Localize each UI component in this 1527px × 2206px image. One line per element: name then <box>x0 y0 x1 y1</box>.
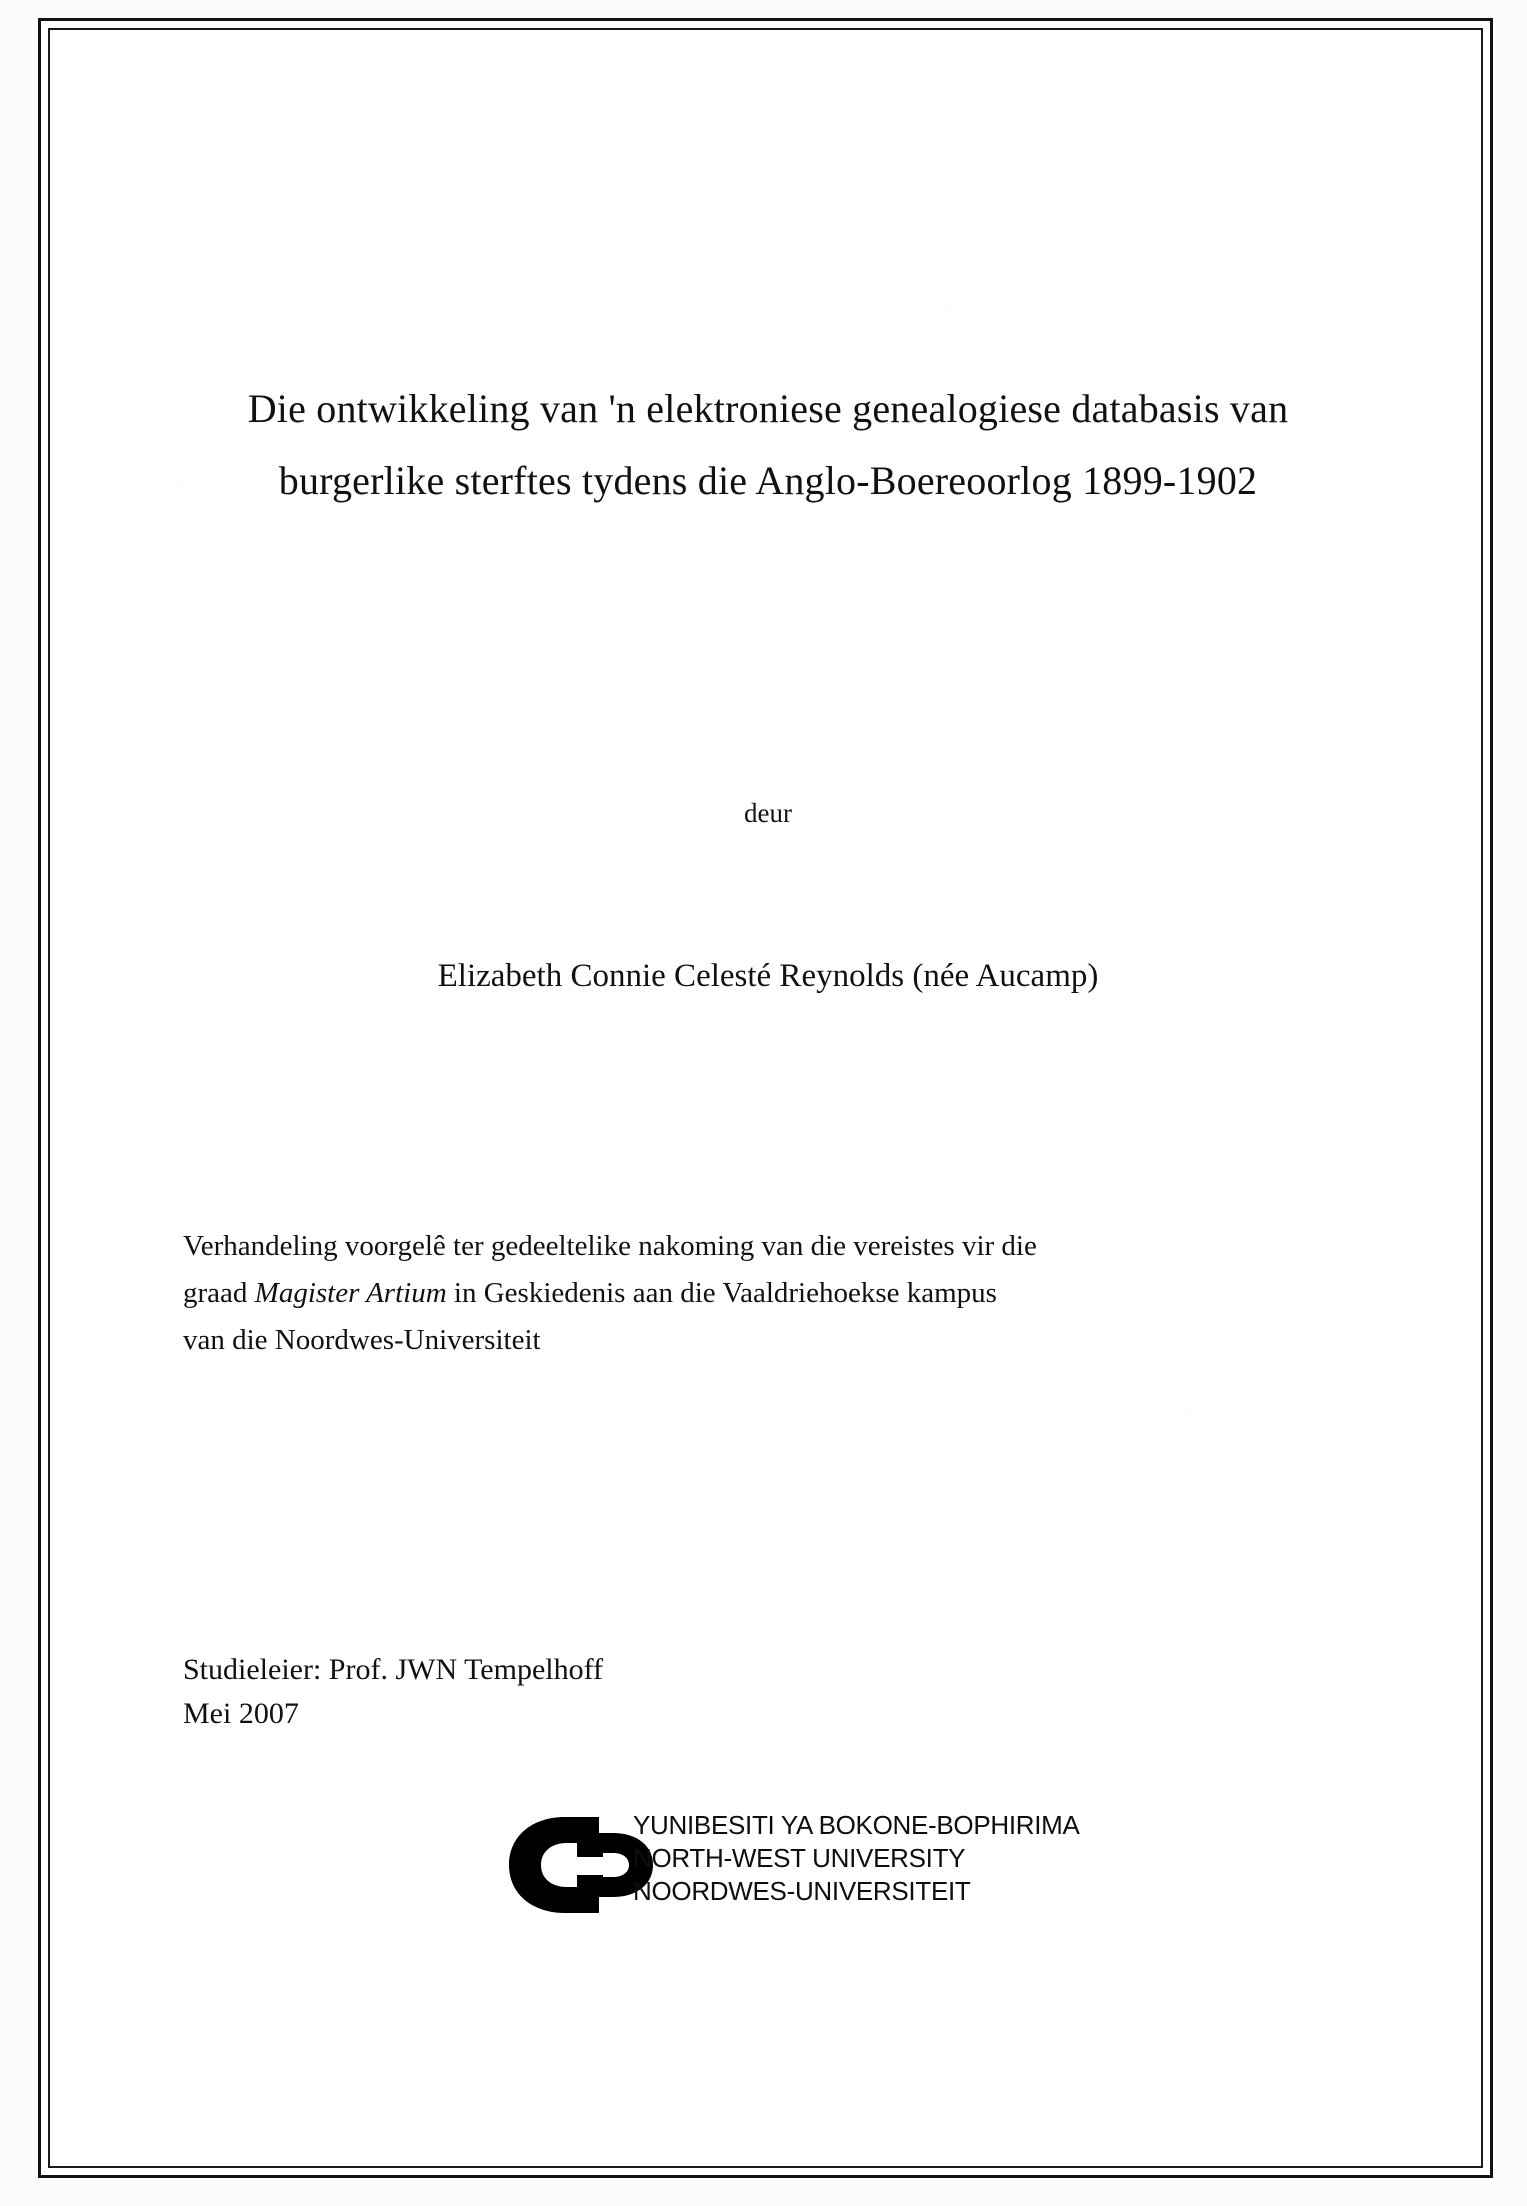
logo-text-line-2: NORTH-WEST UNIVERSITY <box>633 1843 966 1873</box>
logo-text-line-3: NOORDWES-UNIVERSITEIT <box>633 1876 971 1906</box>
title-line-1: Die ontwikkeling van 'n elektroniese genealogiese databasis van <box>247 386 1289 431</box>
page-title <box>188 373 1348 517</box>
degree-statement-line-2-pre: graad <box>183 1277 255 1309</box>
date-line: Mei 2007 <box>183 1697 299 1730</box>
degree-statement-line-2-post: in Geskiedenis aan die Vaaldriehoekse kampus <box>446 1277 997 1309</box>
supervisor-block <box>183 1648 1083 1736</box>
degree-name: Magister Artium <box>254 1277 447 1309</box>
author-name: Elizabeth Connie Celesté Reynolds (née Aucamp) <box>437 958 1099 994</box>
degree-statement-line-3: van die Noordwes-Universiteit <box>183 1324 541 1356</box>
supervisor-line: Studieleier: Prof. JWN Tempelhoff <box>183 1653 604 1686</box>
university-logo <box>503 1803 1123 1933</box>
logo-text-line-1: YUNIBESITI YA BOKONE-BOPHIRIMA <box>633 1810 1080 1840</box>
degree-statement-line-1: Verhandeling voorgelê ter gedeeltelike nakoming van die vereistes vir die <box>183 1230 1037 1262</box>
by-label: deur <box>744 798 792 828</box>
degree-statement-line-2 <box>183 1270 1203 1317</box>
degree-statement <box>183 1223 1203 1364</box>
title-page-content <box>48 28 1483 2168</box>
title-line-2: burgerlike sterftes tydens die Anglo-Boereoorlog 1899-1902 <box>278 458 1258 503</box>
university-logo-text <box>633 1809 1080 1908</box>
